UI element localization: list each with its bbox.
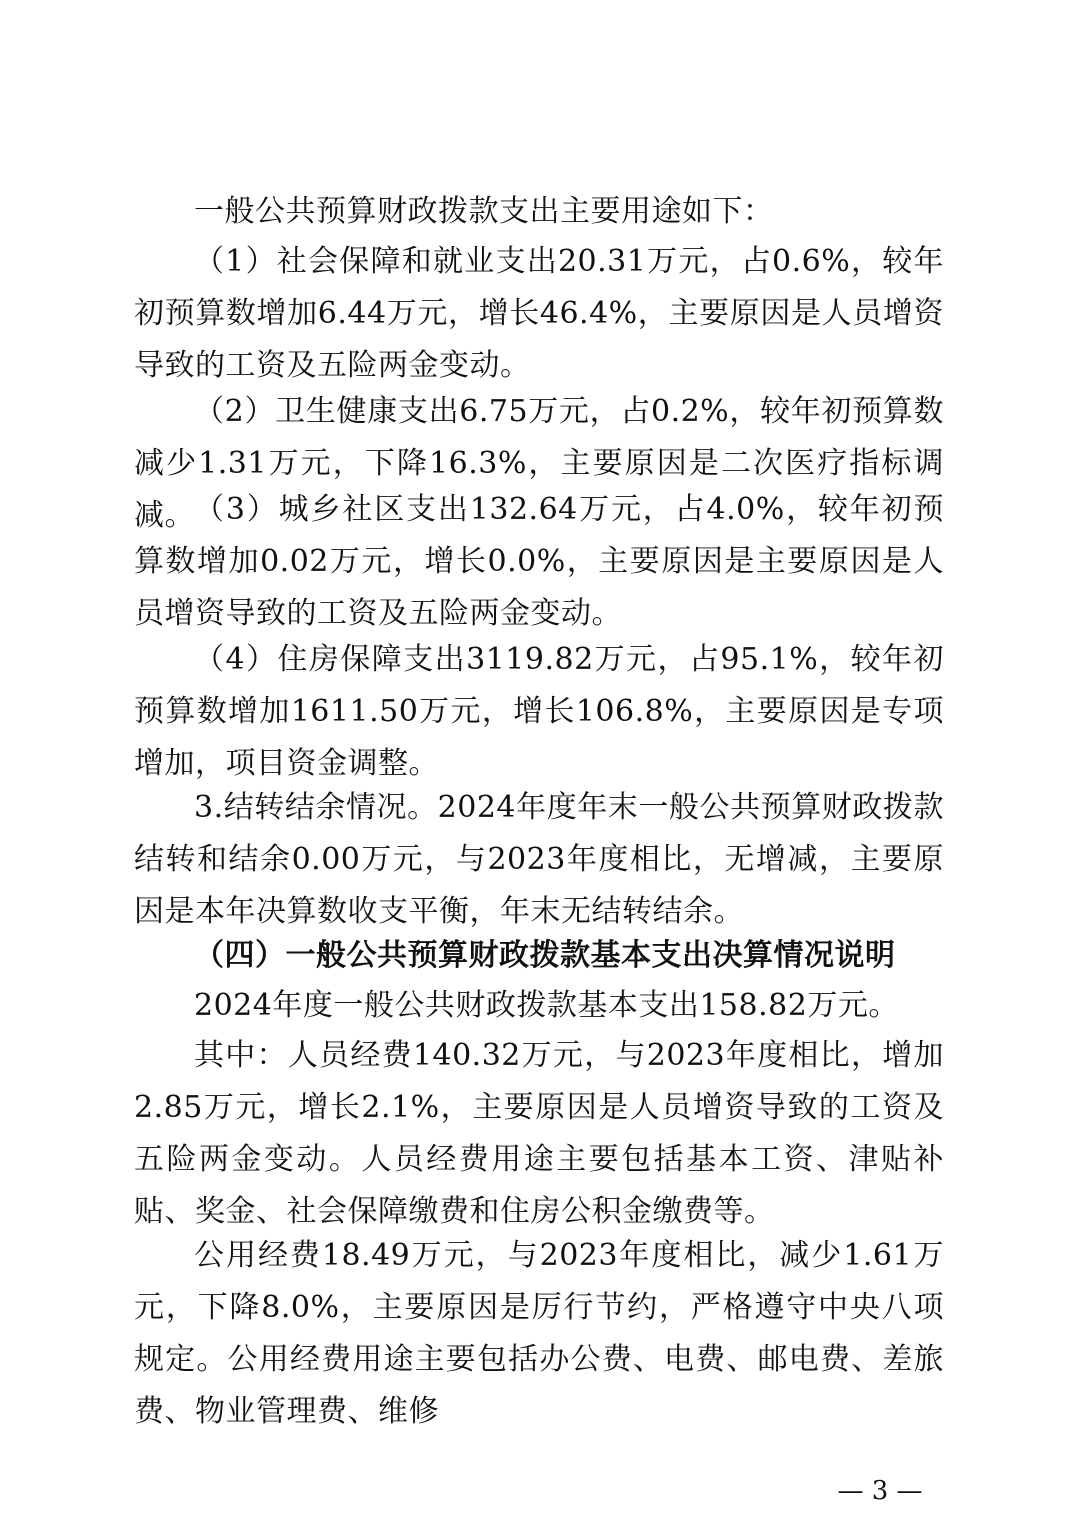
paragraph-basic-expenditure: 2024年度一般公共财政拨款基本支出158.82万元。 [194, 988, 899, 1023]
paragraph-carryover: 3.结转结余情况。2024年度年末一般公共预算财政拨款结转和结余0.00万元，与2023年度相比，无增减，主要原因是本年决算数收支平衡，年末无结转结余。 [134, 790, 944, 929]
page-number: — 3 — [837, 1476, 923, 1506]
paragraph-health: （2）卫生健康支出6.75万元，占0.2%，较年初预算数减少1.31万元，下降16.3%，主要原因是二次医疗指标调减。 [134, 394, 944, 533]
paragraph-housing: （4）住房保障支出3119.82万元，占95.1%，较年初预算数增加1611.50万元，增长106.8%，主要原因是专项增加，项目资金调整。 [134, 642, 944, 781]
paragraph-personnel-costs: 其中：人员经费140.32万元，与2023年度相比，增加2.85万元，增长2.1%，主要原因是人员增资导致的工资及五险两金变动。人员经费用途主要包括基本工资、津贴补贴、奖金、社会保障缴费和住房公积金缴费等。 [134, 1038, 944, 1229]
paragraph-social-security: （1）社会保障和就业支出20.31万元，占0.6%，较年初预算数增加6.44万元，增长46.4%，主要原因是人员增资导致的工资及五险两金变动。 [134, 244, 944, 383]
paragraph-urban-rural: （3）城乡社区支出132.64万元，占4.0%，较年初预算数增加0.02万元，增长0.0%，主要原因是主要原因是人员增资导致的工资及五险两金变动。 [134, 492, 944, 631]
paragraph-intro: 一般公共预算财政拨款支出主要用途如下： [194, 194, 774, 229]
paragraph-public-costs: 公用经费18.49万元，与2023年度相比，减少1.61万元，下降8.0%，主要原因是厉行节约，严格遵守中央八项规定。公用经费用途主要包括办公费、电费、邮电费、差旅费、物业管理费、维修 [134, 1238, 944, 1429]
section-heading: （四）一般公共预算财政拨款基本支出决算情况说明 [194, 938, 896, 973]
